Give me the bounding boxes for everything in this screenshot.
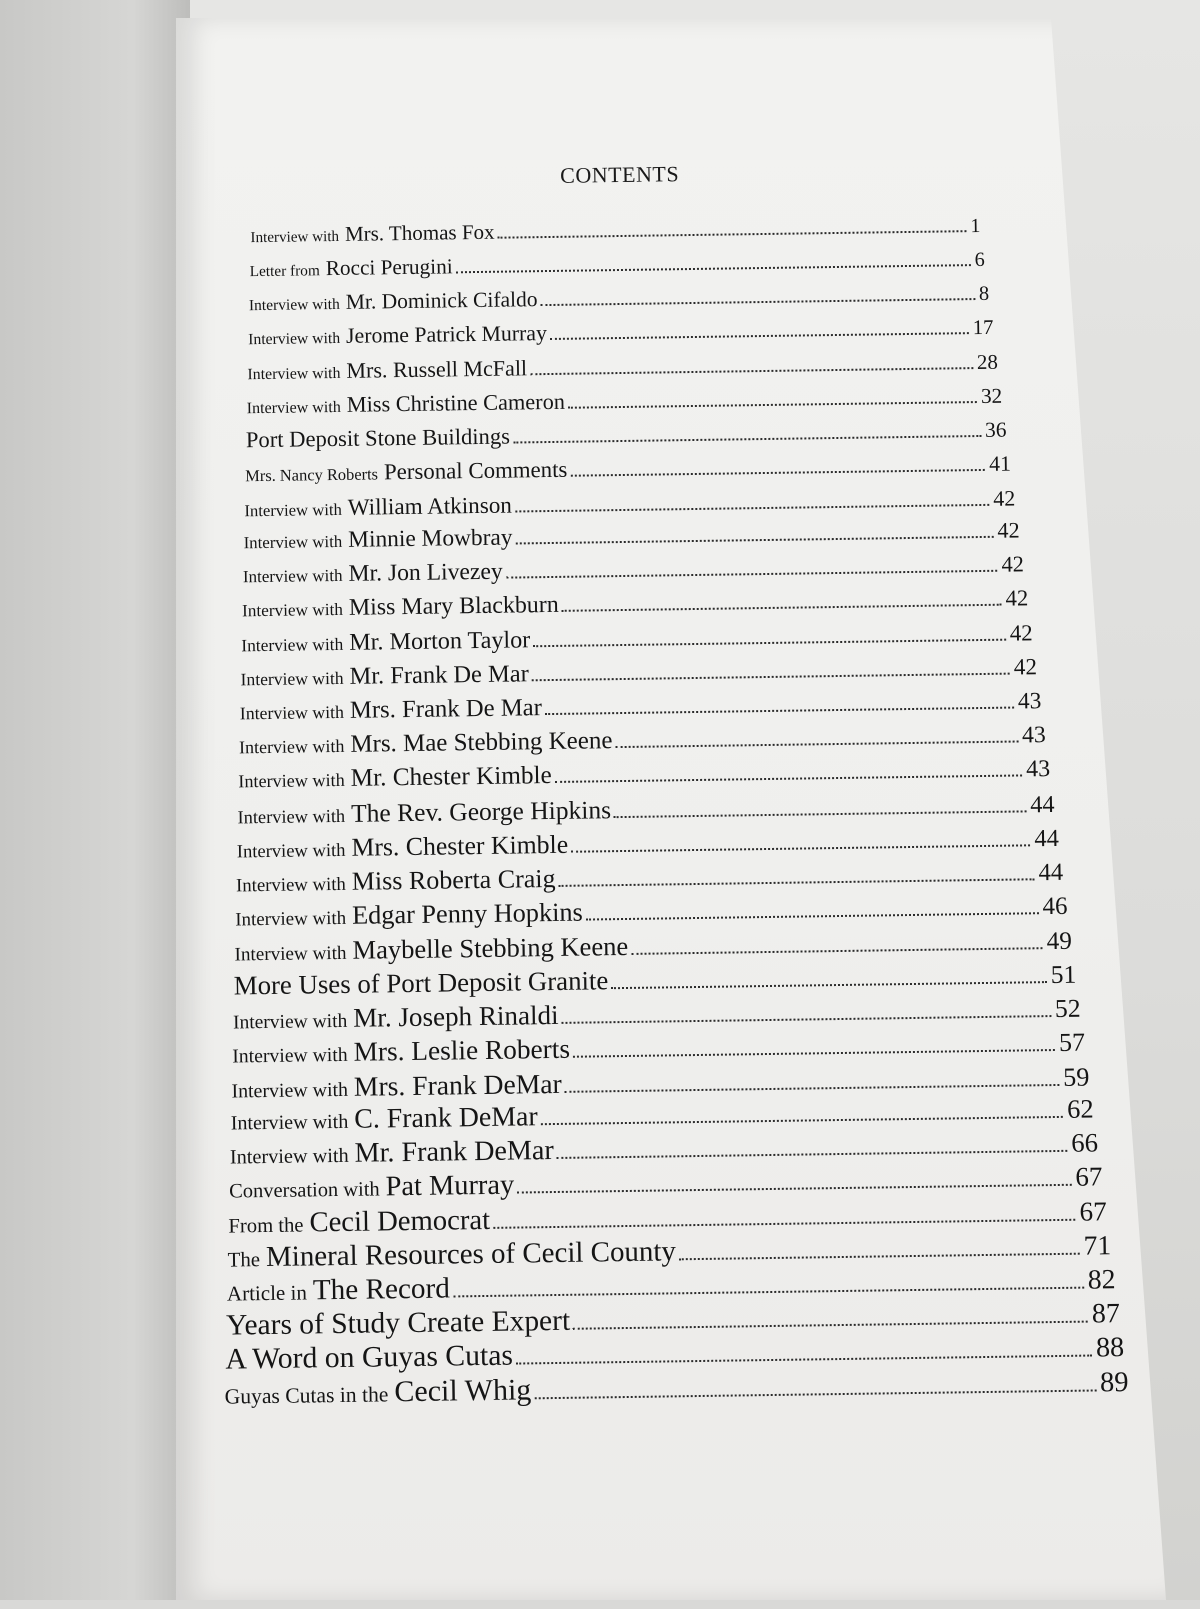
toc-entry-page-number: 67 (1075, 1161, 1103, 1193)
toc-entry-prefix: Interview with (238, 769, 345, 792)
toc-entry-prefix: Article in (226, 1280, 308, 1306)
toc-entry-title: The Rev. George Hipkins (350, 795, 612, 828)
toc-entry (244, 484, 1015, 522)
toc-entry-page-number: 8 (978, 282, 990, 305)
toc-entry-title: Miss Mary Blackburn (348, 592, 559, 622)
toc-entry-title: Mineral Resources of Cecil County (265, 1235, 677, 1274)
toc-entry-page-number: 62 (1066, 1093, 1094, 1125)
toc-entry-page-number: 42 (997, 517, 1020, 544)
toc-entry (243, 518, 1019, 556)
toc-entry-title: Cecil Democrat (309, 1204, 491, 1239)
toc-entry (250, 213, 980, 248)
toc-entry-prefix: From the (228, 1214, 304, 1238)
toc-entry-prefix: Mrs. Nancy Roberts (245, 463, 379, 485)
dot-leader (562, 1015, 1051, 1024)
toc-entry-page-number: 49 (1046, 927, 1073, 955)
toc-entry-title: Mr. Dominick Cifaldo (345, 287, 538, 314)
toc-entry-page-number: 32 (980, 383, 1003, 408)
dot-leader (534, 1389, 1096, 1399)
toc-entry-prefix: Conversation with (229, 1178, 380, 1203)
dot-leader (533, 639, 1005, 648)
toc-entry-title: Personal Comments (383, 456, 568, 484)
toc-entry-prefix: The (227, 1247, 261, 1272)
toc-entry-page-number: 51 (1050, 959, 1077, 989)
dot-leader (541, 1116, 1064, 1125)
toc-entry-title: Years of Study Create Expert (225, 1304, 571, 1342)
dot-leader (568, 401, 977, 409)
toc-entry-page-number: 43 (1021, 722, 1046, 749)
dot-leader (616, 741, 1019, 749)
dot-leader (493, 1219, 1075, 1229)
toc-entry-prefix: Interview with (232, 1010, 348, 1034)
toc-entry-page-number: 44 (1034, 824, 1060, 853)
dot-leader (631, 947, 1043, 955)
toc-entry-prefix: Interview with (240, 668, 344, 690)
toc-entry-title: Pat Murray (385, 1169, 515, 1203)
toc-entry-title: Mrs. Leslie Roberts (353, 1033, 571, 1067)
toc-entry-page-number: 42 (993, 485, 1016, 511)
toc-entry-page-number: 44 (1038, 858, 1064, 887)
dot-leader (559, 878, 1035, 887)
toc-entry-prefix: Interview with (248, 295, 340, 315)
dot-leader (573, 1049, 1055, 1058)
dot-leader (541, 298, 975, 306)
toc-entry-title: Port Deposit Stone Buildings (245, 423, 511, 452)
dot-leader (506, 570, 998, 579)
toc-entry-prefix: Guyas Cutas in the (224, 1382, 389, 1409)
toc-entry (241, 620, 1033, 659)
toc-entry-prefix: Interview with (241, 634, 344, 656)
toc-entry-page-number: 46 (1042, 892, 1068, 920)
toc-entry-page-number: 44 (1030, 790, 1055, 819)
toc-entry (240, 687, 1042, 726)
toc-entry-page-number: 36 (984, 417, 1007, 442)
dot-leader (530, 367, 973, 375)
toc-entry-prefix: Interview with (230, 1111, 349, 1135)
toc-entry-prefix: Interview with (235, 873, 346, 897)
toc-entry-page-number: 42 (1009, 620, 1033, 646)
toc-entry-title: Mr. Jon Livezey (348, 559, 503, 588)
toc-entry-title: Mr. Frank De Mar (349, 660, 529, 691)
toc-entry-page-number: 42 (1005, 585, 1029, 611)
toc-entry-prefix: Interview with (241, 600, 344, 621)
toc-entry-title: Mrs. Mae Stebbing Keene (350, 727, 613, 758)
toc-entry-page-number: 43 (1017, 688, 1042, 715)
toc-entry-title: Edgar Penny Hopkins (351, 897, 583, 930)
dot-leader (515, 503, 989, 512)
dot-leader (573, 1321, 1088, 1330)
toc-entry (249, 281, 990, 316)
dot-leader (586, 912, 1039, 920)
toc-entry-prefix: Letter from (249, 262, 320, 281)
toc-entry-page-number: 52 (1054, 993, 1081, 1023)
toc-entry-page-number: 28 (976, 349, 998, 374)
toc-entry (248, 315, 994, 350)
toc-entry-title: A Word on Guyas Cutas (225, 1339, 514, 1376)
toc-entry-prefix: Interview with (236, 839, 346, 863)
dot-leader (456, 264, 971, 273)
dot-leader (562, 604, 1002, 612)
dot-leader (516, 536, 994, 545)
toc-entry-prefix: Interview with (250, 228, 340, 247)
dot-leader (565, 1083, 1059, 1092)
toc-entry-prefix: Interview with (237, 805, 346, 828)
toc-entry-prefix: Interview with (248, 329, 341, 349)
dot-leader (517, 1184, 1071, 1194)
toc-entry-title: Miss Christine Cameron (346, 388, 566, 417)
toc-entry-title: Mr. Morton Taylor (349, 626, 531, 657)
toc-entry (242, 586, 1029, 624)
toc-entry-title: William Atkinson (347, 491, 512, 520)
toc-entry-title: The Record (312, 1272, 451, 1307)
toc-entry (246, 382, 1002, 419)
toc-entry-title: Jerome Patrick Murray (345, 320, 548, 348)
toc-entry-page-number: 59 (1062, 1062, 1090, 1092)
toc-entry (238, 755, 1050, 794)
dot-leader (516, 1355, 1092, 1365)
dot-leader (570, 469, 985, 477)
toc-entry-title: Mrs. Chester Kimble (351, 829, 569, 862)
toc-entry-title: Cecil Whig (394, 1373, 532, 1409)
dot-leader (555, 774, 1022, 783)
dot-leader (453, 1287, 1084, 1298)
toc-entry-prefix: Interview with (246, 398, 341, 417)
toc-entry-prefix: Interview with (231, 1078, 349, 1103)
toc-entry-page-number: 42 (1001, 551, 1025, 578)
contents-heading: CONTENTS (560, 161, 680, 188)
toc-entry-title: More Uses of Port Deposit Granite (233, 964, 609, 1001)
toc-entry-prefix: Interview with (232, 1043, 348, 1068)
dot-leader (513, 435, 981, 444)
toc-entry-page-number: 43 (1025, 756, 1051, 783)
toc-entry-page-number: 17 (972, 316, 994, 339)
toc-entry-title: Mrs. Thomas Fox (344, 219, 495, 246)
toc-entry (240, 653, 1037, 692)
toc-entry-page-number: 42 (1013, 654, 1038, 681)
toc-entry-prefix: Interview with (242, 566, 343, 587)
toc-entry-prefix: Interview with (234, 942, 347, 966)
toc-entry-title: Mrs. Frank De Mar (349, 694, 543, 724)
dot-leader (614, 810, 1026, 818)
toc-entry (250, 247, 985, 282)
toc-entry-title: Mrs. Russell McFall (346, 355, 528, 383)
toc-entry-page-number: 66 (1071, 1127, 1099, 1159)
toc-entry-title: Maybelle Stebbing Keene (352, 930, 629, 965)
toc-entry-page-number: 82 (1087, 1264, 1116, 1296)
dot-leader (679, 1253, 1080, 1261)
dot-leader (532, 673, 1010, 682)
toc-entry-title: Mr. Frank DeMar (354, 1135, 554, 1170)
toc-entry-title: Mr. Joseph Rinaldi (353, 999, 559, 1033)
toc-entry-title: Minnie Mowbray (348, 525, 513, 554)
toc-entry (246, 416, 1007, 453)
toc-entry-title: Rocci Perugini (325, 254, 453, 281)
toc-entry-page-number: 67 (1079, 1196, 1107, 1227)
toc-entry (247, 348, 998, 384)
toc-entry-prefix: Interview with (235, 907, 347, 931)
toc-entry-page-number: 1 (970, 214, 981, 238)
toc-entry-page-number: 89 (1099, 1367, 1129, 1399)
toc-entry-prefix: Interview with (239, 702, 345, 724)
toc-entry-page-number: 41 (988, 451, 1012, 476)
toc-entry-prefix: Interview with (229, 1145, 349, 1169)
toc-entry-page-number: 6 (974, 248, 985, 271)
toc-entry (239, 721, 1046, 760)
toc-entry-page-number: 57 (1058, 1027, 1086, 1057)
toc-entry-page-number: 88 (1095, 1332, 1125, 1364)
toc-entry-title: Miss Roberta Craig (351, 863, 556, 896)
toc-entry-title: C. Frank DeMar (354, 1101, 538, 1136)
dot-leader (611, 981, 1047, 989)
dot-leader (550, 332, 969, 340)
toc-entry-prefix: Interview with (247, 364, 341, 383)
dot-leader (557, 1150, 1068, 1159)
dot-leader (545, 707, 1014, 716)
toc-entry-page-number: 87 (1091, 1298, 1121, 1330)
toc-entry (245, 450, 1011, 487)
toc-entry-title: Mrs. Frank DeMar (353, 1067, 562, 1102)
toc-entry-prefix: Interview with (238, 736, 345, 758)
dot-leader (498, 230, 967, 239)
toc-entry-page-number: 71 (1083, 1230, 1112, 1261)
dot-leader (571, 844, 1030, 852)
toc-entry-title: Mr. Chester Kimble (350, 762, 552, 792)
toc-entry-prefix: Interview with (244, 499, 342, 520)
toc-entry-prefix: Interview with (243, 532, 343, 553)
toc-entry (243, 552, 1024, 590)
